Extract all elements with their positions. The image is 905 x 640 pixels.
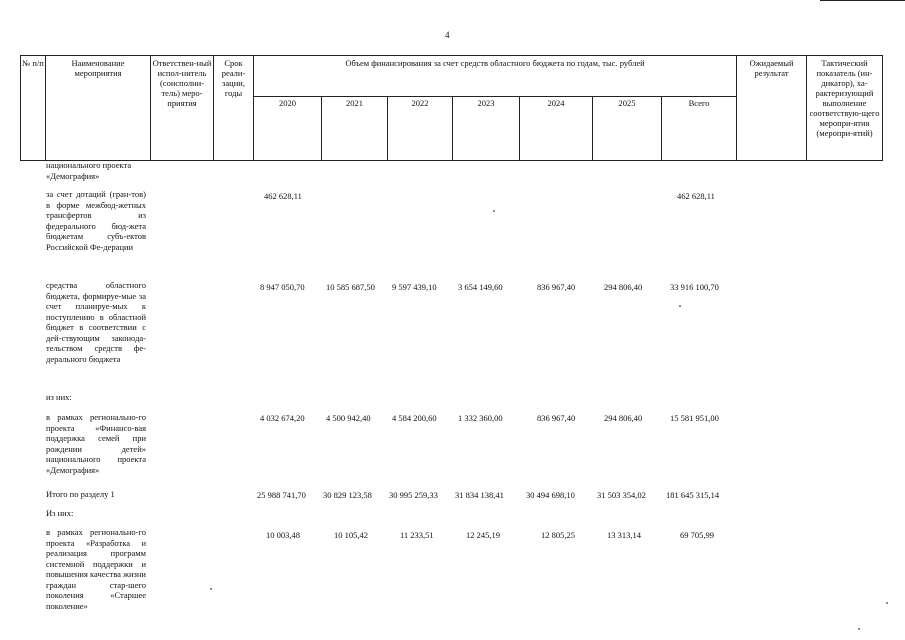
row-label: средства областного бюджета, формируе-мые за счет планируе-мых к поступлению в областной бюджет в соответствии с дей-ствующим законода-тельством средств фе-дерального бюджета — [46, 280, 146, 364]
top-rule — [820, 0, 905, 1]
scan-speck — [679, 305, 681, 307]
header-responsible: Ответствен-ный испол-нитель (соисполни-тель) меро-приятия — [152, 58, 212, 108]
value-cell: 462 628,11 — [264, 191, 302, 201]
value-cell: 9 597 439,10 — [392, 282, 437, 292]
value-cell: 294 806,40 — [604, 413, 643, 423]
row-label: в рамках регионально-го проекта «Разработка и реализация программ системной поддержки и повышения качества жизни граждан стар-шего поколения «Старшее поколение» — [46, 527, 146, 611]
value-cell: 4 500 942,40 — [326, 413, 371, 423]
year-total: Всего — [688, 98, 710, 108]
scan-speck — [493, 210, 495, 212]
value-cell: 30 494 698,10 — [526, 490, 575, 500]
scan-speck — [858, 628, 860, 630]
value-cell: 12 805,25 — [541, 530, 575, 540]
header-expected: Ожидаемый результат — [749, 58, 794, 78]
scan-speck — [210, 588, 212, 590]
header-name: Наименование мероприятия — [71, 58, 125, 78]
value-cell: 30 995 259,33 — [389, 490, 438, 500]
value-cell: 3 654 149,60 — [458, 282, 503, 292]
value-cell: 11 233,51 — [400, 530, 434, 540]
value-cell: 4 032 674,20 — [260, 413, 305, 423]
value-cell: 31 834 138,41 — [455, 490, 504, 500]
row-label: из них: — [46, 392, 72, 402]
row-label: Из них: — [46, 508, 74, 518]
value-cell: 181 645 315,14 — [666, 490, 720, 500]
header-funding: Объем финансирования за счет средств областного бюджета по годам, тыс. рублей — [345, 58, 645, 68]
year-2020: 2020 — [279, 98, 296, 108]
year-2023: 2023 — [477, 98, 495, 108]
value-cell: 1 332 360,00 — [458, 413, 503, 423]
year-2025: 2025 — [618, 98, 636, 108]
header-term: Срок реали-зации, годы — [221, 58, 246, 98]
row-label: Итого по разделу 1 — [46, 489, 115, 499]
row-label: за счет дотаций (гран-тов) в форме межбюд-жетных трансфертов из федерального бюд-жета бюджетам субъ-ектов Российской Фе-дерации — [46, 189, 146, 252]
value-cell: 13 313,14 — [607, 530, 641, 540]
value-cell: 10 585 687,50 — [326, 282, 375, 292]
value-cell: 836 967,40 — [537, 413, 576, 423]
value-cell: 294 806,40 — [604, 282, 643, 292]
value-cell: 8 947 050,70 — [260, 282, 305, 292]
row-label: национального проекта «Демография» — [46, 160, 132, 181]
value-cell: 30 829 123,58 — [323, 490, 372, 500]
value-cell: 12 245,19 — [466, 530, 500, 540]
header-num: № п/п — [22, 58, 44, 68]
value-cell: 4 584 200,60 — [392, 413, 437, 423]
value-cell: 69 705,99 — [680, 530, 714, 540]
year-2021: 2021 — [346, 98, 363, 108]
value-cell: 10 003,48 — [266, 530, 300, 540]
value-cell: 462 628,11 — [677, 191, 715, 201]
row-label: в рамках регионально-го проекта «Финансо-вая поддержка семей при рождении детей» национального проекта «Демография» — [46, 412, 146, 475]
value-cell: 836 967,40 — [537, 282, 576, 292]
value-cell: 15 581 951,00 — [670, 413, 719, 423]
value-cell: 25 988 741,70 — [257, 490, 306, 500]
value-cell: 33 916 100,70 — [670, 282, 719, 292]
value-cell: 10 105,42 — [334, 530, 368, 540]
scan-speck — [886, 602, 888, 604]
value-cell: 31 503 354,02 — [597, 490, 646, 500]
header-tactical: Тактический показатель (ин-дикатор), ха-рактеризующий выполнение соответствую-щего меропри-ятия (меропри-ятий) — [809, 58, 880, 138]
year-2022: 2022 — [411, 98, 429, 108]
year-2024: 2024 — [547, 98, 565, 108]
page-number: 4 — [445, 30, 450, 40]
